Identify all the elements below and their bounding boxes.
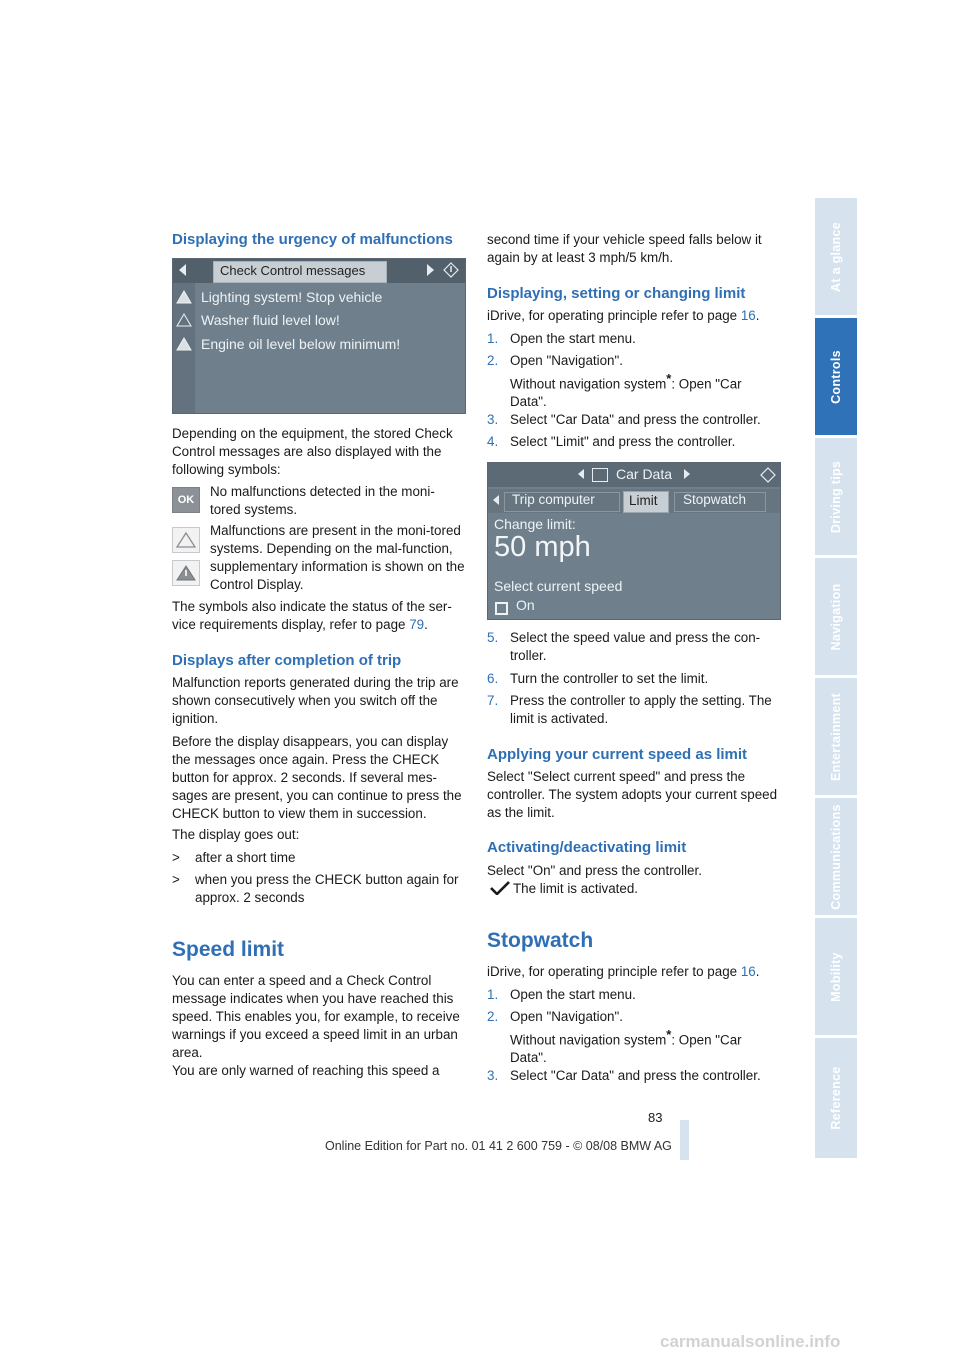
heading-stopwatch: Stopwatch: [487, 929, 594, 952]
tab-stopwatch[interactable]: Stopwatch: [683, 492, 747, 507]
step-number: 1.: [487, 987, 499, 1002]
bullet-item: after a short time: [195, 850, 296, 865]
heading-activate: Activating/deactivating limit: [487, 839, 687, 856]
step-number: 1.: [487, 331, 499, 346]
heading-speed-limit: Speed limit: [172, 938, 285, 961]
ok-symbol-text: No malfunctions detected in the moni-tored systems.: [210, 484, 435, 517]
heading-apply-speed: Applying your current speed as limit: [487, 746, 748, 763]
arrow-left-icon: [179, 264, 186, 276]
warning-symbol-text: Malfunctions are present in the moni-tored systems. Depending on the mal-function, supplementary information is shown on the Control Display.: [210, 523, 465, 592]
edition-note: Online Edition for Part no. 01 41 2 600 759 - © 08/08 BMW AG: [325, 1139, 672, 1153]
idrive-ref: iDrive, for operating principle refer to page 16.: [487, 308, 760, 323]
sidebar-tab-communications[interactable]: Communications: [815, 798, 857, 915]
ok-symbol: OK: [172, 487, 200, 513]
page-ref-79[interactable]: 79: [409, 617, 425, 632]
idrive-ref-2: iDrive, for operating principle refer to page 16.: [487, 964, 760, 979]
step-text: Open "Navigation".: [510, 1009, 623, 1024]
sidebar-tab-entertainment[interactable]: Entertainment: [815, 678, 857, 795]
step-number: 5.: [487, 630, 499, 645]
screen-header-label: Check Control messages: [220, 263, 366, 278]
check-control-screen: [172, 258, 466, 414]
diamond-icon: [760, 467, 776, 483]
step-text: Select "Limit" and press the controller.: [510, 434, 736, 449]
warning-triangle-icon: [176, 290, 192, 304]
arrow-left-icon: [578, 469, 584, 479]
checkmark-icon: [490, 881, 510, 895]
step-text: Select the speed value and press the con-troller.: [510, 630, 761, 663]
watermark: carmanualsonline.info: [660, 1332, 841, 1351]
step-text: Open the start menu.: [510, 987, 636, 1002]
warning-outline-icon: [172, 527, 200, 553]
step-subtext: Without navigation system*: Open "Car Data".: [510, 1027, 742, 1066]
bullet-item: when you press the CHECK button again for approx. 2 seconds: [195, 872, 459, 905]
bullet-marker: >: [172, 872, 180, 887]
speed-value[interactable]: 50 mph: [494, 531, 591, 563]
monitor-icon: [592, 468, 608, 482]
warning-triangle-icon: [176, 313, 192, 327]
step-text: Press the controller to apply the setting. The limit is activated.: [510, 693, 772, 726]
paragraph-continued: second time if your vehicle speed falls below it again by at least 3 mph/5 km/h.: [487, 232, 762, 265]
step-text: Select "Car Data" and press the controller.: [510, 1068, 761, 1083]
step-number: 7.: [487, 693, 499, 708]
footer-marker: [680, 1120, 689, 1160]
sidebar-tab-reference[interactable]: Reference: [815, 1038, 857, 1158]
step-number: 2.: [487, 1009, 499, 1024]
heading-displaying-limit: Displaying, setting or changing limit: [487, 285, 746, 302]
paragraph-after1: Malfunction reports generated during the trip are shown consecutively when you switch off the ignition.: [172, 675, 459, 726]
sidebar-tab-driving-tips[interactable]: Driving tips: [815, 438, 857, 555]
paragraph-activate1: Select "On" and press the controller.: [487, 863, 702, 878]
step-number: 3.: [487, 1068, 499, 1083]
arrow-right-icon: [427, 264, 434, 276]
paragraph-apply: Select "Select current speed" and press the controller. The system adopts your current speed as the limit.: [487, 769, 778, 820]
step-text: Open "Navigation".: [510, 353, 623, 368]
screen-title: Car Data: [616, 466, 673, 482]
paragraph-symbols: The symbols also indicate the status of the ser-vice requirements display, refer to page 79.: [172, 599, 452, 632]
check-message: Washer fluid level low!: [201, 312, 340, 328]
paragraph-speed2: You are only warned of reaching this speed a: [172, 1063, 440, 1078]
page-ref-16[interactable]: 16: [740, 964, 756, 979]
paragraph-depending: Depending on the equipment, the stored Check Control messages are also displayed with the following symbols:: [172, 426, 453, 477]
step-subtext: Without navigation system*: Open "Car Data".: [510, 371, 742, 410]
warning-filled-icon: [172, 560, 200, 586]
check-message: Lighting system! Stop vehicle: [201, 289, 383, 305]
on-label: On: [516, 597, 535, 613]
warning-triangle-icon: [176, 337, 192, 351]
step-text: Open the start menu.: [510, 331, 636, 346]
car-data-screen: [487, 462, 781, 620]
paragraph-activate2: The limit is activated.: [513, 881, 639, 896]
sidebar-tab-controls[interactable]: Controls: [815, 318, 857, 435]
tab-trip-computer[interactable]: Trip computer: [512, 492, 595, 507]
step-text: Select "Car Data" and press the controller.: [510, 412, 761, 427]
select-current-speed[interactable]: Select current speed: [494, 578, 623, 594]
step-number: 2.: [487, 353, 499, 368]
step-number: 3.: [487, 412, 499, 427]
step-number: 4.: [487, 434, 499, 449]
checkbox[interactable]: [495, 602, 508, 615]
step-text: Turn the controller to set the limit.: [510, 671, 709, 686]
paragraph-after2: Before the display disappears, you can display the messages once again. Press the CHECK button for approx. 2 seconds. If several mes-sages are present, you can continue to press the CHECK button to view them in succession.: [172, 734, 462, 821]
tab-limit[interactable]: Limit: [629, 493, 658, 508]
heading-after-trip: Displays after completion of trip: [172, 652, 402, 669]
sidebar-tab-at-a-glance[interactable]: At a glance: [815, 198, 857, 315]
sidebar-tab-mobility[interactable]: Mobility: [815, 918, 857, 1035]
bullet-marker: >: [172, 850, 180, 865]
arrow-right-icon: [684, 469, 690, 479]
change-limit-label: Change limit:: [494, 516, 576, 532]
paragraph-goes-out: The display goes out:: [172, 827, 300, 842]
diamond-icon: [443, 262, 459, 278]
heading-urgency: Displaying the urgency of malfunctions: [172, 231, 453, 248]
page-ref-16[interactable]: 16: [740, 308, 756, 323]
step-number: 6.: [487, 671, 499, 686]
arrow-left-icon: [493, 495, 499, 505]
paragraph-speed1: You can enter a speed and a Check Control message indicates when you have reached this speed. This enables you, for example, to receive warnings if you exceed a speed limit in an urban area.: [172, 973, 460, 1060]
page-number: 83: [648, 1110, 663, 1125]
check-message: Engine oil level below minimum!: [201, 336, 401, 352]
sidebar-tab-navigation[interactable]: Navigation: [815, 558, 857, 675]
